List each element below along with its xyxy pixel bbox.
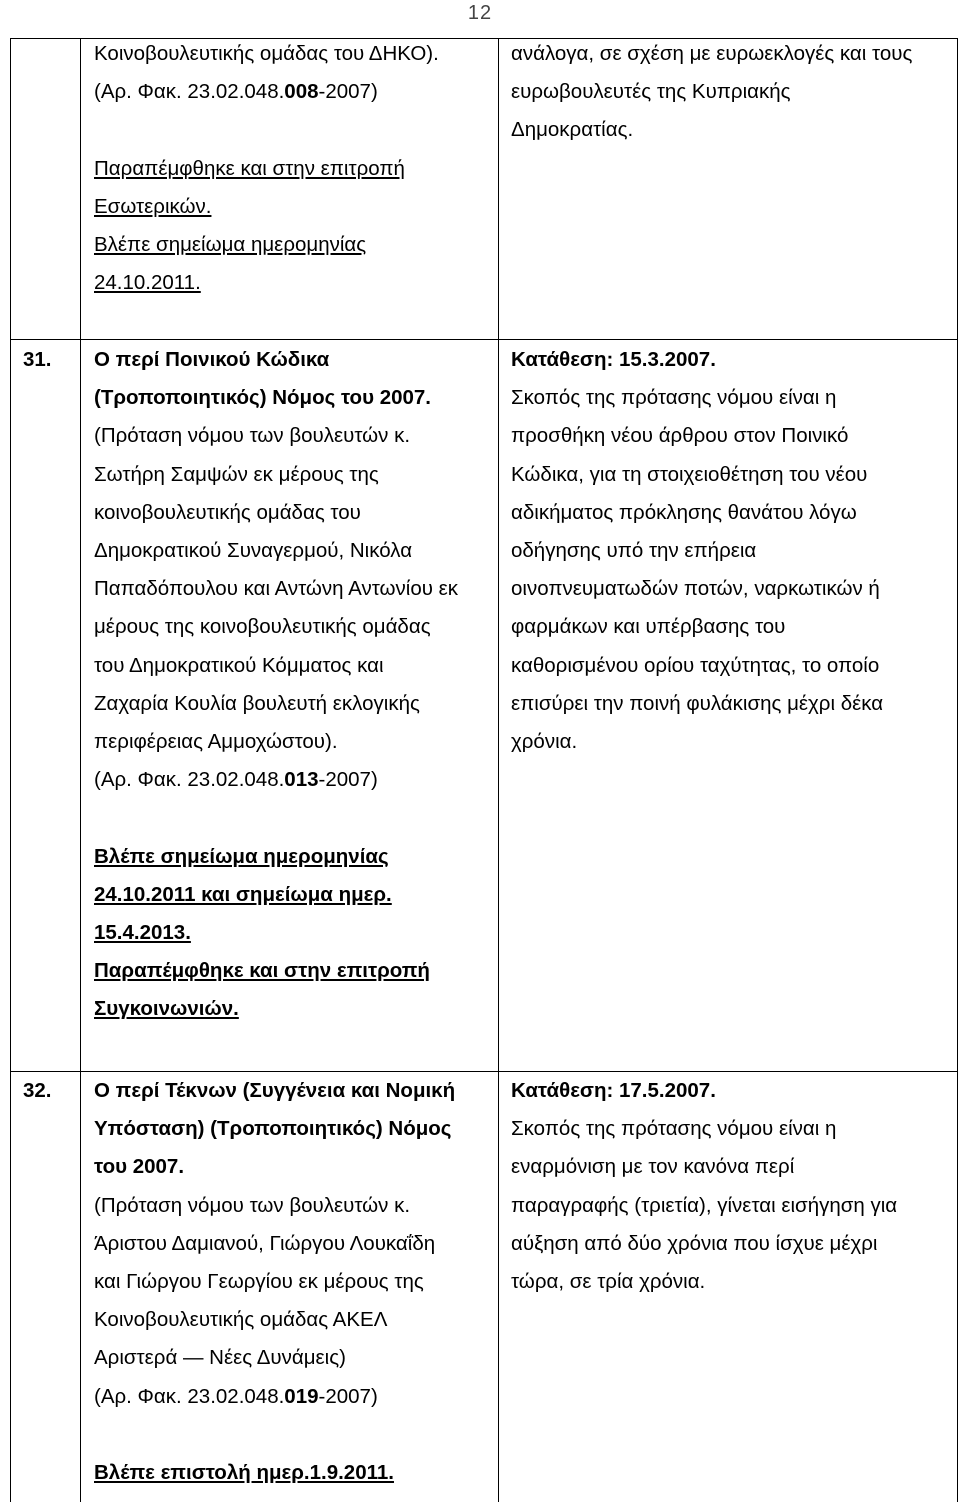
bill-body-line: Δημοκρατικού Συναγερμού, Νικόλα: [94, 539, 413, 563]
prev-row-right-cell: [511, 35, 912, 150]
purpose-line: αδικήματος πρόκλησης θανάτου λόγω: [511, 500, 857, 524]
file-reference: (Αρ. Φακ. 23.02.048.019-2007): [94, 1384, 378, 1408]
purpose-line: παραγραφής (τριετία), γίνεται εισήγηση για: [511, 1193, 898, 1217]
purpose-line: Σκοπός της πρότασης νόμου είναι η: [511, 1117, 837, 1141]
prev-row-left-cell: [94, 35, 439, 302]
bill-title-line: Ο περί Ποινικού Κώδικα: [94, 348, 330, 371]
prev-note-line: Βλέπε σημείωμα ημερομηνίας: [94, 233, 367, 256]
prev-file-ref: (Αρ. Φακ. 23.02.048.008-2007): [94, 80, 378, 104]
bill-body-line: Κοινοβουλευτικής ομάδας ΑΚΕΛ: [94, 1308, 388, 1332]
prev-right-line: ανάλογα, σε σχέση με ευρωεκλογές και τους: [511, 42, 913, 65]
bill-body-line: Αριστερά — Νέες Δυνάμεις): [94, 1346, 346, 1370]
column-divider-number: [80, 38, 81, 1502]
bill-body-line: κοινοβουλευτικής ομάδας του: [94, 500, 361, 524]
bill-body-line: Άριστου Δαμιανού, Γιώργου Λουκαΐδη: [94, 1231, 436, 1255]
row-32-purpose-cell: [511, 1072, 897, 1301]
prev-right-line: ευρωβουλευτές της Κυπριακής: [511, 80, 791, 104]
purpose-line: οδήγησης υπό την επήρεια: [511, 539, 757, 563]
purpose-line: εναρμόνιση με τον κανόνα περί: [511, 1155, 795, 1179]
bill-body-line: περιφέρειας Αμμοχώστου).: [94, 730, 338, 754]
bill-title-line: του 2007.: [94, 1155, 185, 1179]
bill-body-line: (Πρόταση νόμου των βουλευτών κ.: [94, 424, 411, 448]
bill-body-line: (Πρόταση νόμου των βουλευτών κ.: [94, 1193, 411, 1217]
purpose-line: τώρα, σε τρία χρόνια.: [511, 1270, 706, 1294]
page-number: 12: [467, 2, 493, 24]
purpose-line: προσθήκη νέου άρθρου στον Ποινικό: [511, 424, 849, 448]
row-number: 31.: [23, 348, 52, 371]
prev-note-line: Εσωτερικών.: [94, 194, 212, 218]
row-32-title-cell: [94, 1072, 455, 1492]
row-number: 32.: [23, 1079, 52, 1102]
bill-body-line: μέρους της κοινοβουλευτικής ομάδας: [94, 615, 431, 639]
bill-title-line: Υπόσταση) (Τροποποιητικός) Νόμος: [94, 1117, 452, 1141]
bill-body-line: Ζαχαρία Κουλία βουλευτή εκλογικής: [94, 691, 420, 715]
note-line: Συγκοινωνιών.: [94, 997, 239, 1021]
purpose-line: Σκοπός της πρότασης νόμου είναι η: [511, 386, 837, 410]
purpose-line: φαρμάκων και υπέρβασης του: [511, 615, 786, 639]
purpose-line: χρόνια.: [511, 730, 578, 754]
purpose-line: επισύρει την ποινή φυλάκισης μέχρι δέκα: [511, 691, 884, 715]
table-left-border: [10, 38, 11, 1502]
note-line: Παραπέμφθηκε και στην επιτροπή: [94, 959, 430, 983]
purpose-line: αύξηση από δύο χρόνια που ίσχυε μέχρι: [511, 1231, 878, 1255]
bill-body-line: του Δημοκρατικού Κόμματος και: [94, 653, 384, 677]
note-line: Βλέπε επιστολή ημερ.1.9.2011.: [94, 1461, 394, 1485]
deposit-date: Κατάθεση: 15.3.2007.: [511, 348, 716, 371]
table-right-border: [957, 38, 958, 1502]
note-line: Βλέπε σημείωμα ημερομηνίας: [94, 844, 389, 868]
bill-title-line: Ο περί Τέκνων (Συγγένεια και Νομική: [94, 1079, 456, 1102]
purpose-line: Κώδικα, για τη στοιχειοθέτηση του νέου: [511, 462, 868, 486]
row-31-purpose-cell: [511, 341, 883, 761]
row-31-title-cell: [94, 341, 458, 1029]
prev-note-line: Παραπέμφθηκε και στην επιτροπή: [94, 156, 405, 180]
purpose-line: οινοπνευματωδών ποτών, ναρκωτικών ή: [511, 577, 880, 601]
prev-left-line: Κοινοβουλευτικής ομάδας του ΔΗΚΟ).: [94, 42, 439, 65]
deposit-date: Κατάθεση: 17.5.2007.: [511, 1079, 716, 1102]
column-divider-title: [498, 38, 499, 1502]
bill-body-line: Παπαδόπουλου και Αντώνη Αντωνίου εκ: [94, 577, 459, 601]
note-line: 15.4.2013.: [94, 921, 191, 945]
note-line: 24.10.2011 και σημείωμα ημερ.: [94, 882, 392, 906]
row-divider-31: [10, 339, 957, 340]
purpose-line: καθορισμένου ορίου ταχύτητας, το οποίο: [511, 653, 880, 677]
prev-right-line: Δημοκρατίας.: [511, 118, 634, 142]
bill-body-line: Σωτήρη Σαμψών εκ μέρους της: [94, 462, 379, 486]
bill-body-line: και Γιώργου Γεωργίου εκ μέρους της: [94, 1270, 424, 1294]
file-reference: (Αρ. Φακ. 23.02.048.013-2007): [94, 768, 378, 792]
bill-title-line: (Τροποποιητικός) Νόμος του 2007.: [94, 386, 431, 410]
prev-note-line: 24.10.2011.: [94, 271, 201, 295]
